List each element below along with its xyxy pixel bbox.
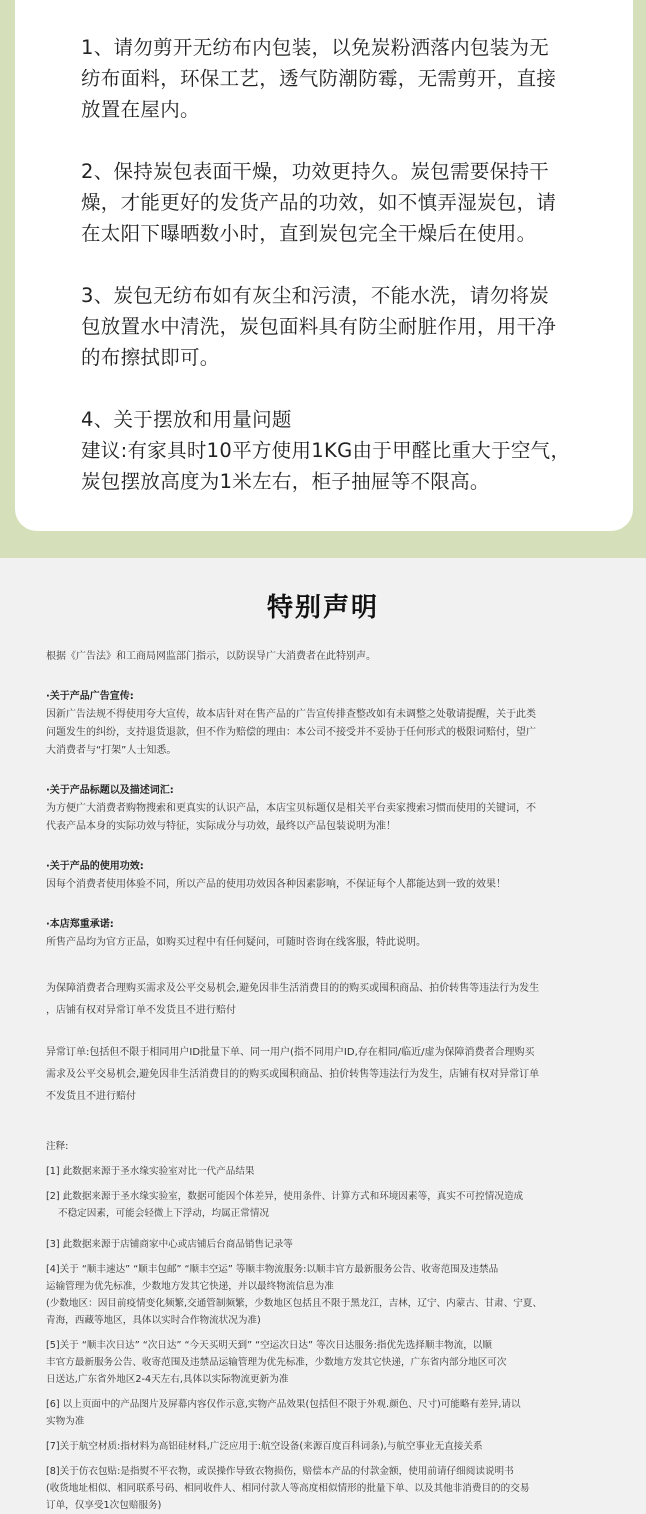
note-3 [46,1236,600,1253]
section-heading: ·关于产品广告宣传: [46,691,134,702]
abnormal-order-definition [46,1042,600,1108]
tip-line: 建议:有家具时10平方使用1KG由于甲醛比重大于空气， [81,439,571,462]
tip-line: 2、保持炭包表面干燥，功效更持久。炭包需要保持干 [81,160,550,183]
section-line: 因新广告法规不得使用夸大宣传，故本店针对在售产品的广告宣传排查整改如有未调整之处敬请提醒，关于此类 [46,709,536,720]
tip-line: 的布擦拭即可。 [81,346,220,369]
note-line: [1] 此数据来源于圣水缘实验室对比一代产品结果 [46,1166,255,1177]
note-2 [46,1188,600,1222]
section-line: 为方便广大消费者购物搜索和更真实的认识产品，本店宝贝标题仅是相关平台卖家搜索习惯而使用的关键词，不 [46,803,536,814]
para-line: 需求及公平交易机会,避免因非生活消费目的的购买或囤积商品、拍价转售等违法行为发生，店铺有权对异常订单 [46,1069,540,1080]
section-line: 问题发生的纠纷，支持退货退款，但不作为赔偿的理由：本公司不接受并不妥协于任何形式的极限词赔付，望广 [46,727,536,738]
note-line: 实物为准 [46,1416,85,1427]
tip-line: 在太阳下曝晒数小时，直到炭包完全干燥后在使用。 [81,222,537,245]
section-line: 大消费者与“打架”人士知悉。 [46,745,177,756]
note-7 [46,1438,600,1455]
note-5 [46,1337,600,1388]
note-line: (收货地址相似、相同联系号码、相同收件人、相同付款人等高度相似情形的批量下单、以及其他非消费目的的交易 [46,1483,530,1494]
section-promise [46,916,600,952]
para-line: 不发货且不进行赔付 [46,1091,136,1102]
note-line: 日送达,广东省外地区2-4天左右,具体以实际物流更新为准 [46,1374,289,1385]
note-line: 运输管理为优先标准，少数地方发其它快递，并以最终物流信息为准 [46,1281,334,1292]
notes-label: 注释: [46,1141,69,1152]
tip-1 [81,32,581,125]
declaration-title: 特别声明 [266,593,379,623]
section-heading: ·本店郑重承诺: [46,919,114,930]
note-line: [5]关于 “顺丰次日达” “次日达” “今天买明天到” “空运次日达” 等次日达服务:指优先选择顺丰物流，以顺 [46,1340,492,1351]
tip-line: 包放置水中清洗，炭包面料具有防尘耐脏作用，用干净 [81,315,557,338]
note-8 [46,1463,600,1514]
section-efficacy [46,858,600,894]
tip-line: 燥，才能更好的发货产品的功效，如不慎弄湿炭包，请 [81,191,557,214]
note-6 [46,1396,600,1430]
note-line: [2] 此数据来源于圣水缘实验室，数据可能因个体差异，使用条件、计算方式和环境因素等，真实不可控情况造成 [46,1191,524,1202]
tip-line: 炭包摆放高度为1米左右，柜子抽屉等不限高。 [81,470,490,493]
para-line: 异常订单:包括但不限于相同用户ID批量下单、同一用户(指不同用户ID,存在相同/临近/虚为保障消费者合理购买 [46,1047,535,1058]
tip-line: 3、炭包无纺布如有灰尘和污渍，不能水洗，请勿将炭 [81,284,550,307]
section-heading: ·关于产品的使用功效: [46,861,144,872]
note-line: [7]关于航空材质:指材料为高铝硅材料,广泛应用于:航空设备(来源百度百科词条),与航空事业无直接关系 [46,1441,483,1452]
section-line: 代表产品本身的实际功效与特征，实际成分与功效，最终以产品包装说明为准！ [46,821,396,832]
tip-line: 1、请勿剪开无纺布内包装，以免炭粉洒落内包装为无 [81,36,550,59]
note-line: 订单，仅享受1次包赔服务) [46,1500,162,1511]
note-line: 青海，西藏等地区，具体以实时合作物流状况为准) [46,1315,261,1326]
usage-tips-card [15,0,633,531]
note-line: [8]关于仿衣包贴:是指熨不平衣物，或误操作导致衣物损伤，赔偿本产品的付款金额，使用前请仔细阅读说明书 [46,1466,514,1477]
tip-4 [81,404,581,497]
note-line: (少数地区：因目前疫情变化频繁,交通管制频繁，少数地区包括且不限于黑龙江，吉林，辽宁、内蒙古、甘肃、宁夏、 [46,1298,543,1309]
note-line: 丰官方最新服务公告、收寄范围及违禁品运输管理为优先标准，少数地方发其它快递，广东省内部分地区可次 [46,1357,507,1368]
tip-line: 4、关于摆放和用量问题 [81,408,292,431]
note-line: [6] 以上页面中的产品图片及屏幕内容仅作示意,实物产品效果(包括但不限于外观.颜色、尺寸)可能略有差异,请以 [46,1399,521,1410]
declaration-intro: 根据《广告法》和工商局网监部门指示，以防误导广大消费者在此特别声。 [46,651,376,662]
note-line: [4]关于 “顺丰速达” “顺丰包邮” “顺丰空运” 等顺丰物流服务:以顺丰官方最新服务公告、收寄范围及违禁品 [46,1264,499,1275]
section-heading: ·关于产品标题以及描述词汇: [46,785,174,796]
note-4 [46,1261,600,1329]
note-1 [46,1163,600,1180]
tip-3 [81,280,581,373]
abnormal-order-notice [46,978,600,1022]
tip-line: 放置在屋内。 [81,98,200,121]
note-line: 不稳定因素，可能会轻微上下浮动，均属正常情况 [58,1208,270,1219]
section-title-terms [46,782,600,836]
section-line: 因每个消费者使用体验不同，所以产品的使用功效因各种因素影响，不保证每个人都能达到一致的效果！ [46,879,506,890]
notes [46,1138,600,1514]
special-declaration [0,558,646,1511]
note-line: [3] 此数据来源于店铺商家中心或店铺后台商品销售记录等 [46,1239,293,1250]
tip-2 [81,156,581,249]
section-ad-promotion [46,688,600,760]
para-line: ，店铺有权对异常订单不发货且不进行赔付 [46,1005,236,1016]
tip-line: 纺布面料，环保工艺，透气防潮防霉，无需剪开，直接 [81,67,557,90]
section-line: 所售产品均为官方正品，如购买过程中有任何疑问，可随时咨询在线客服，特此说明。 [46,937,426,948]
para-line: 为保障消费者合理购买需求及公平交易机会,避免因非生活消费目的的购买或囤积商品、拍价转售等违法行为发生 [46,983,540,994]
